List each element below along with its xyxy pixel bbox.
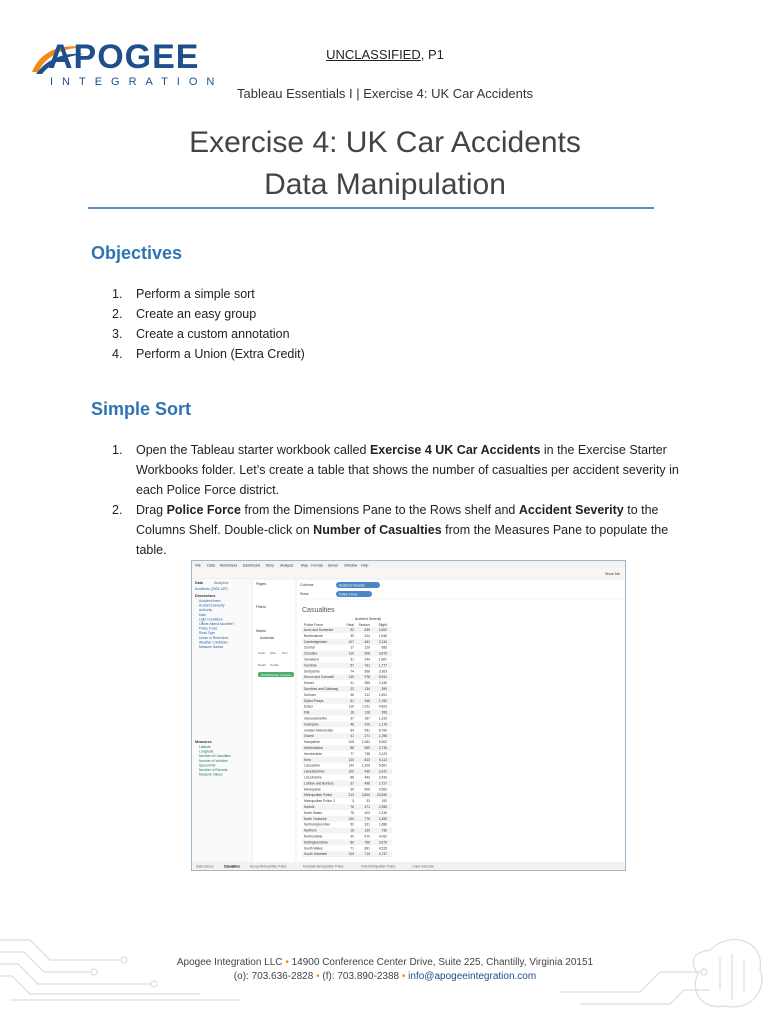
table-cell: 1,319: [378, 716, 387, 721]
classification-marking: [0, 47, 770, 62]
list-item: [112, 344, 305, 364]
row-label: Hampshire: [304, 740, 320, 745]
datasource-name: Accidents (2005-14P): [195, 587, 228, 591]
menu-item: Server: [327, 563, 339, 568]
table-cell: 22: [350, 687, 354, 691]
row-label: Merseyside: [304, 787, 321, 792]
table-cell: 4,515: [378, 846, 387, 851]
data-tab: Data: [195, 581, 203, 585]
table-cell: 314: [364, 633, 370, 638]
table-cell: 738: [364, 751, 370, 756]
measures-heading: Measures: [195, 740, 212, 744]
measure-field: Speed limit: [199, 763, 216, 768]
table-cell: 128: [364, 710, 370, 715]
sheet-tab: Annotate Metropolitan Police: [302, 864, 344, 869]
step-text: from the Dimensions Pane to the Rows shelf and: [240, 503, 519, 517]
analytics-tab: Analytics: [214, 581, 229, 585]
table-cell: 41: [350, 681, 354, 686]
dimension-field: Road Type: [199, 631, 215, 636]
list-number: 4.: [112, 347, 123, 361]
table-cell: 110: [348, 651, 354, 656]
footer-contact: [0, 971, 770, 982]
menu-item: Help: [361, 563, 369, 568]
table-cell: 379: [364, 722, 370, 727]
row-label: Dyfed-Powys: [304, 698, 324, 703]
table-cell: 5,902: [378, 740, 387, 745]
sheet-tab: Casualties: [223, 864, 240, 869]
table-cell: 105: [348, 740, 354, 745]
row-label: Norfolk: [304, 805, 315, 809]
measure-field: Number of Casualties: [199, 754, 231, 759]
table-row-band: [302, 710, 392, 716]
row-label: Greater Manchester: [304, 728, 334, 733]
row-label: Leicestershire: [304, 769, 325, 774]
simple-sort-steps: [112, 440, 682, 560]
row-label: Lancashire: [304, 763, 321, 768]
columns-label: Columns: [300, 583, 314, 587]
list-item: [112, 304, 305, 324]
measure-field: Latitude: [199, 745, 211, 749]
table-cell: 1,946: [378, 633, 387, 638]
row-label: North Yorkshire: [304, 816, 327, 821]
table-cell: 8,799: [378, 728, 387, 733]
row-label: South Yorkshire: [304, 852, 328, 857]
row-label: Devon and Cornwall: [304, 675, 334, 680]
bold-term: Number of Casualties: [313, 523, 442, 537]
row-label: Cheshire: [304, 651, 318, 656]
row-label: Cambridgeshire: [304, 639, 328, 644]
bold-term: Accident Severity: [518, 503, 624, 517]
bold-term: Police Force: [166, 503, 241, 517]
classification-label: UNCLASSIFIED: [326, 47, 421, 62]
pages-label: Pages: [256, 582, 267, 586]
table-cell: 4,737: [378, 852, 387, 857]
table-cell: 776: [364, 816, 370, 821]
table-cell: 496: [364, 781, 370, 786]
row-label: Metropolitan Police 2: [304, 799, 335, 804]
dimension-field: Measure Names: [199, 645, 224, 649]
table-cell: 6,113: [378, 757, 387, 762]
table-cell: 411: [364, 663, 370, 668]
table-cell: 17: [350, 645, 354, 650]
footer-separator: •: [316, 971, 320, 982]
table-cell: 813: [364, 757, 370, 762]
footer-phone: (o): 703.636-2828: [233, 971, 317, 982]
row-label: Avon and Somerset: [304, 628, 333, 632]
table-cell: 2,727: [378, 781, 387, 786]
row-label: Gloucestershire: [304, 716, 328, 721]
table-cell: 685: [381, 645, 387, 650]
step-text: to the Columns Shelf. Double-click on: [136, 503, 659, 537]
sheet-title: Casualties: [302, 607, 335, 614]
table-cell: 140: [348, 675, 354, 680]
header-subtitle: Tableau Essentials I | Exercise 4: UK Car Accidents: [236, 86, 533, 101]
row-label: Dumfries and Galloway: [304, 687, 339, 691]
bold-term: Exercise 4 UK Car Accidents: [369, 443, 541, 457]
footer-separator: •: [285, 957, 289, 968]
table-cell: 39: [350, 633, 354, 638]
dimension-field: Officer Attend Accident?: [199, 622, 235, 626]
dimension-field: Accident Index: [199, 599, 221, 603]
table-cell: 86: [350, 746, 354, 750]
table-cell: 100: [348, 816, 354, 821]
table-cell: 33: [366, 799, 370, 804]
list-number: 2.: [112, 503, 123, 517]
row-label: Nottinghamshire: [304, 840, 329, 845]
table-cell: 77: [350, 751, 354, 756]
row-label: Humberside: [304, 751, 322, 756]
table-cell: 130: [364, 828, 370, 833]
row-label: South Wales: [304, 846, 323, 851]
table-cell: 3,679: [378, 651, 387, 656]
sheet-tab: Group Metropolitan Police: [249, 864, 287, 869]
measure-field: Measure Values: [199, 772, 223, 777]
table-cell: 3,134: [378, 639, 387, 644]
table-cell: 609: [364, 787, 370, 792]
menu-item: Map: [300, 563, 308, 568]
marks-button: Color: [258, 651, 266, 655]
table-cell: 120: [348, 757, 354, 762]
title-line-1: Exercise 4: UK Car Accidents: [189, 126, 581, 159]
circuit-decoration-left-icon: [0, 930, 240, 1010]
table-cell: 312: [364, 692, 370, 697]
measure-field: Number of Vehicles: [199, 758, 228, 763]
table-cell: 15: [350, 828, 354, 833]
footer-street: 14900 Conference Center Drive, Suite 225, Chantilly, Virginia 20151: [288, 957, 594, 968]
list-item: [112, 500, 682, 560]
title-rule: [88, 207, 654, 209]
table-cell: 839: [364, 628, 370, 632]
objectives-heading: Objectives: [91, 243, 183, 263]
menu-item: Data: [207, 563, 215, 568]
table-cell: 37: [350, 716, 354, 721]
row-header-label: Police Force: [304, 623, 323, 627]
table-cell: 395: [381, 710, 387, 715]
row-label: Northumbria: [304, 834, 323, 839]
table-cell: 46: [350, 692, 354, 697]
table-cell: 78: [350, 810, 354, 815]
footer-fax: (f): 703.890-2388: [319, 971, 402, 982]
step-text: Drag: [136, 503, 167, 517]
row-label: Hertfordshire: [304, 746, 324, 750]
table-cell: 41: [350, 734, 354, 739]
table-cell: 710: [364, 852, 370, 857]
column-group-header: Accident Severity: [354, 617, 382, 621]
table-cell: 736: [381, 828, 387, 833]
logo-tagline: INTEGRATION: [50, 76, 224, 88]
row-label: Lincolnshire: [304, 775, 322, 780]
table-cell: 271: [364, 734, 370, 739]
table-cell: 1,296: [378, 734, 387, 739]
table-cell: 5,931: [378, 675, 387, 680]
row-label: Essex: [304, 704, 313, 709]
table-cell: 978: [364, 675, 370, 680]
list-number: 1.: [112, 287, 123, 301]
row-label: Bedfordshire: [304, 633, 323, 638]
table-cell: 16: [350, 710, 354, 715]
table-cell: 31: [350, 657, 354, 662]
row-label: Metropolitan Police: [304, 793, 333, 798]
menu-item: Story: [265, 563, 274, 568]
marks-button: Tooltip: [270, 663, 279, 667]
table-cell: 35: [350, 787, 354, 792]
list-text: Create a custom annotation: [136, 327, 290, 341]
list-number: 1.: [112, 443, 123, 457]
tableau-screenshot: [191, 560, 626, 871]
row-label: Lothian and Borders: [304, 781, 334, 786]
table-cell: 1,763: [378, 698, 387, 703]
row-label: Fife: [304, 710, 310, 715]
footer-company: Apogee Integration LLC: [176, 957, 286, 968]
list-number: 2.: [112, 307, 123, 321]
table-cell: 3,804: [361, 793, 370, 798]
table-cell: 84: [350, 728, 354, 733]
table-cell: 1,179: [378, 722, 387, 727]
table-cell: 134: [364, 687, 370, 691]
table-cell: 1,686: [378, 822, 387, 827]
columns-pill-label: Accident Severity: [339, 583, 365, 588]
table-cell: 991: [364, 728, 370, 733]
table-cell: 244: [364, 657, 370, 662]
classification-suffix: , P1: [420, 47, 444, 62]
measure-field: Longitude: [199, 749, 214, 754]
row-label: Central: [304, 645, 315, 650]
table-cell: 3,129: [378, 751, 387, 756]
table-cell: 355: [364, 681, 370, 686]
row-label: Grampian: [304, 722, 319, 727]
footer-address: [0, 957, 770, 968]
table-cell: 5,681: [378, 763, 387, 768]
rows-pill-label: Police Force: [339, 592, 358, 597]
menu-item: Worksheet: [219, 563, 237, 568]
table-cell: 57: [350, 663, 354, 668]
column-header: Fatal: [346, 623, 354, 627]
table-cell: 37: [350, 781, 354, 786]
table-cell: 107: [348, 639, 354, 644]
row-label: Kent: [304, 757, 311, 762]
table-cell: 110: [348, 704, 354, 709]
table-cell: 76: [350, 805, 354, 809]
marks-button: Detail: [258, 663, 266, 667]
row-label: Gwent: [304, 734, 314, 739]
step-text: Open the Tableau starter workbook called: [136, 443, 370, 457]
table-cell: 61: [350, 698, 354, 703]
list-text: Create an easy group: [136, 307, 257, 321]
table-cell: 3,675: [378, 840, 387, 845]
table-cell: 403: [364, 810, 370, 815]
table-cell: 213: [348, 793, 354, 798]
table-cell: 1,777: [378, 663, 387, 668]
row-label: Northamptonshire: [304, 822, 331, 827]
step-text: in the Exercise Starter Workbooks folder. Let’s create a table that shows the number of casualties per accident severity in each Police Force district.: [136, 443, 679, 497]
table-cell: 439: [364, 769, 370, 774]
filters-label: Filters: [256, 605, 266, 609]
footer-separator: •: [401, 971, 406, 982]
table-cell: 4,823: [378, 704, 387, 709]
table-cell: 80: [350, 840, 354, 845]
objectives-list: [112, 284, 305, 364]
table-cell: 4,553: [378, 787, 387, 792]
table-cell: 3,241: [378, 769, 387, 774]
menu-item: Dashboard: [242, 563, 261, 568]
table-cell: 86: [350, 775, 354, 780]
table-cell: 2,459: [378, 816, 387, 821]
menu-item: File: [195, 563, 201, 568]
table-cell: 608: [364, 651, 370, 656]
table-cell: 891: [364, 846, 370, 851]
row-label: Cleveland: [304, 657, 319, 662]
table-cell: 1,062: [361, 740, 370, 745]
table-cell: 4,500: [378, 628, 387, 632]
show-me-button: Show Me: [605, 572, 620, 576]
table-cell: 3,735: [378, 746, 387, 750]
table-cell: 3,303: [378, 669, 387, 674]
table-cell: 395: [381, 687, 387, 691]
table-cell: 471: [364, 805, 370, 809]
marks-label: Marks: [256, 629, 266, 633]
table-cell: 187: [364, 716, 370, 721]
dimension-field: Accident Severity: [199, 603, 225, 608]
list-item: [112, 284, 305, 304]
rows-label: Rows: [300, 592, 309, 596]
table-cell: 144: [348, 763, 354, 768]
dimension-field: Urban or Rural Area: [199, 635, 229, 640]
title-line-2: Data Manipulation: [264, 168, 506, 201]
table-cell: 1,691: [378, 692, 387, 697]
measure-field: Number of Records: [199, 768, 228, 772]
column-header: Serious: [358, 623, 370, 627]
dimensions-heading: Dimensions: [195, 594, 216, 598]
marks-button: Text: [282, 651, 288, 655]
table-cell: 2,436: [378, 681, 387, 686]
table-cell: 4,092: [378, 834, 387, 839]
table-cell: 152: [381, 799, 387, 804]
sheet-tab: Union Exercise: [412, 864, 434, 869]
menu-item: Window: [344, 563, 358, 568]
menu-item: Analysis: [280, 563, 294, 568]
row-label: Durham: [304, 692, 316, 697]
table-cell: 1,209: [361, 763, 370, 768]
table-cell: 92: [350, 628, 354, 632]
table-cell: 461: [364, 639, 370, 644]
table-cell: 100: [348, 852, 354, 857]
table-cell: 321: [364, 822, 370, 827]
column-header: Slight: [378, 623, 387, 627]
list-number: 3.: [112, 327, 123, 341]
table-cell: 568: [364, 669, 370, 674]
row-label: Dorset: [304, 681, 314, 686]
dimension-field: Weather Conditions: [199, 640, 228, 645]
logo-wordmark: APOGEE: [48, 38, 200, 76]
row-label: Northern: [304, 828, 317, 833]
list-text: Perform a Union (Extra Credit): [136, 347, 305, 361]
table-cell: 100: [348, 769, 354, 774]
table-cell: 3: [352, 799, 354, 804]
table-cell: 23,840: [376, 793, 387, 798]
marks-type-value: Automatic: [260, 636, 275, 640]
table-cell: 129: [364, 645, 370, 650]
apogee-logo: [30, 36, 224, 92]
table-cell: 74: [350, 669, 354, 674]
table-cell: 2,355: [378, 805, 387, 809]
table-cell: 670: [364, 834, 370, 839]
sheet-tab: Find Metropolitan Police: [361, 864, 396, 869]
table-cell: 1,011: [361, 704, 370, 709]
footer-email-link[interactable]: info@apogeeintegration.com: [405, 971, 537, 982]
tableau-screenshot-graphic: [192, 561, 625, 870]
table-cell: 46: [350, 722, 354, 727]
table-cell: 90: [350, 834, 354, 839]
sheet-tab: Data Source: [196, 864, 214, 869]
list-text: Perform a simple sort: [136, 287, 255, 301]
row-label: Derbyshire: [304, 669, 320, 674]
dimension-field: Police Force: [199, 626, 218, 631]
table-cell: 756: [364, 840, 370, 845]
simple-sort-heading: Simple Sort: [91, 399, 192, 419]
list-item: [112, 324, 305, 344]
table-cell: 2,246: [378, 810, 387, 815]
list-item: [112, 440, 682, 500]
dimension-field: Light Conditions: [199, 617, 223, 622]
menu-item: Format: [311, 563, 323, 568]
page-title: [0, 122, 770, 206]
row-label: North Wales: [304, 810, 323, 815]
table-cell: 463: [364, 775, 370, 780]
dimension-field: Authority: [199, 608, 213, 613]
table-cell: 2,430: [378, 775, 387, 780]
step-text: from the Measures Pane to populate the table.: [136, 523, 669, 557]
table-cell: 71: [350, 846, 354, 851]
marks-button: Size: [270, 651, 276, 655]
table-cell: 1,967: [378, 657, 387, 662]
table-cell: 569: [364, 746, 370, 750]
row-label: Cumbria: [304, 663, 317, 668]
table-cell: 346: [364, 698, 370, 703]
marks-pill-label: SUM(Number of Casu..: [261, 673, 293, 677]
table-cell: 52: [350, 822, 354, 827]
dimension-field: Date: [199, 612, 206, 617]
